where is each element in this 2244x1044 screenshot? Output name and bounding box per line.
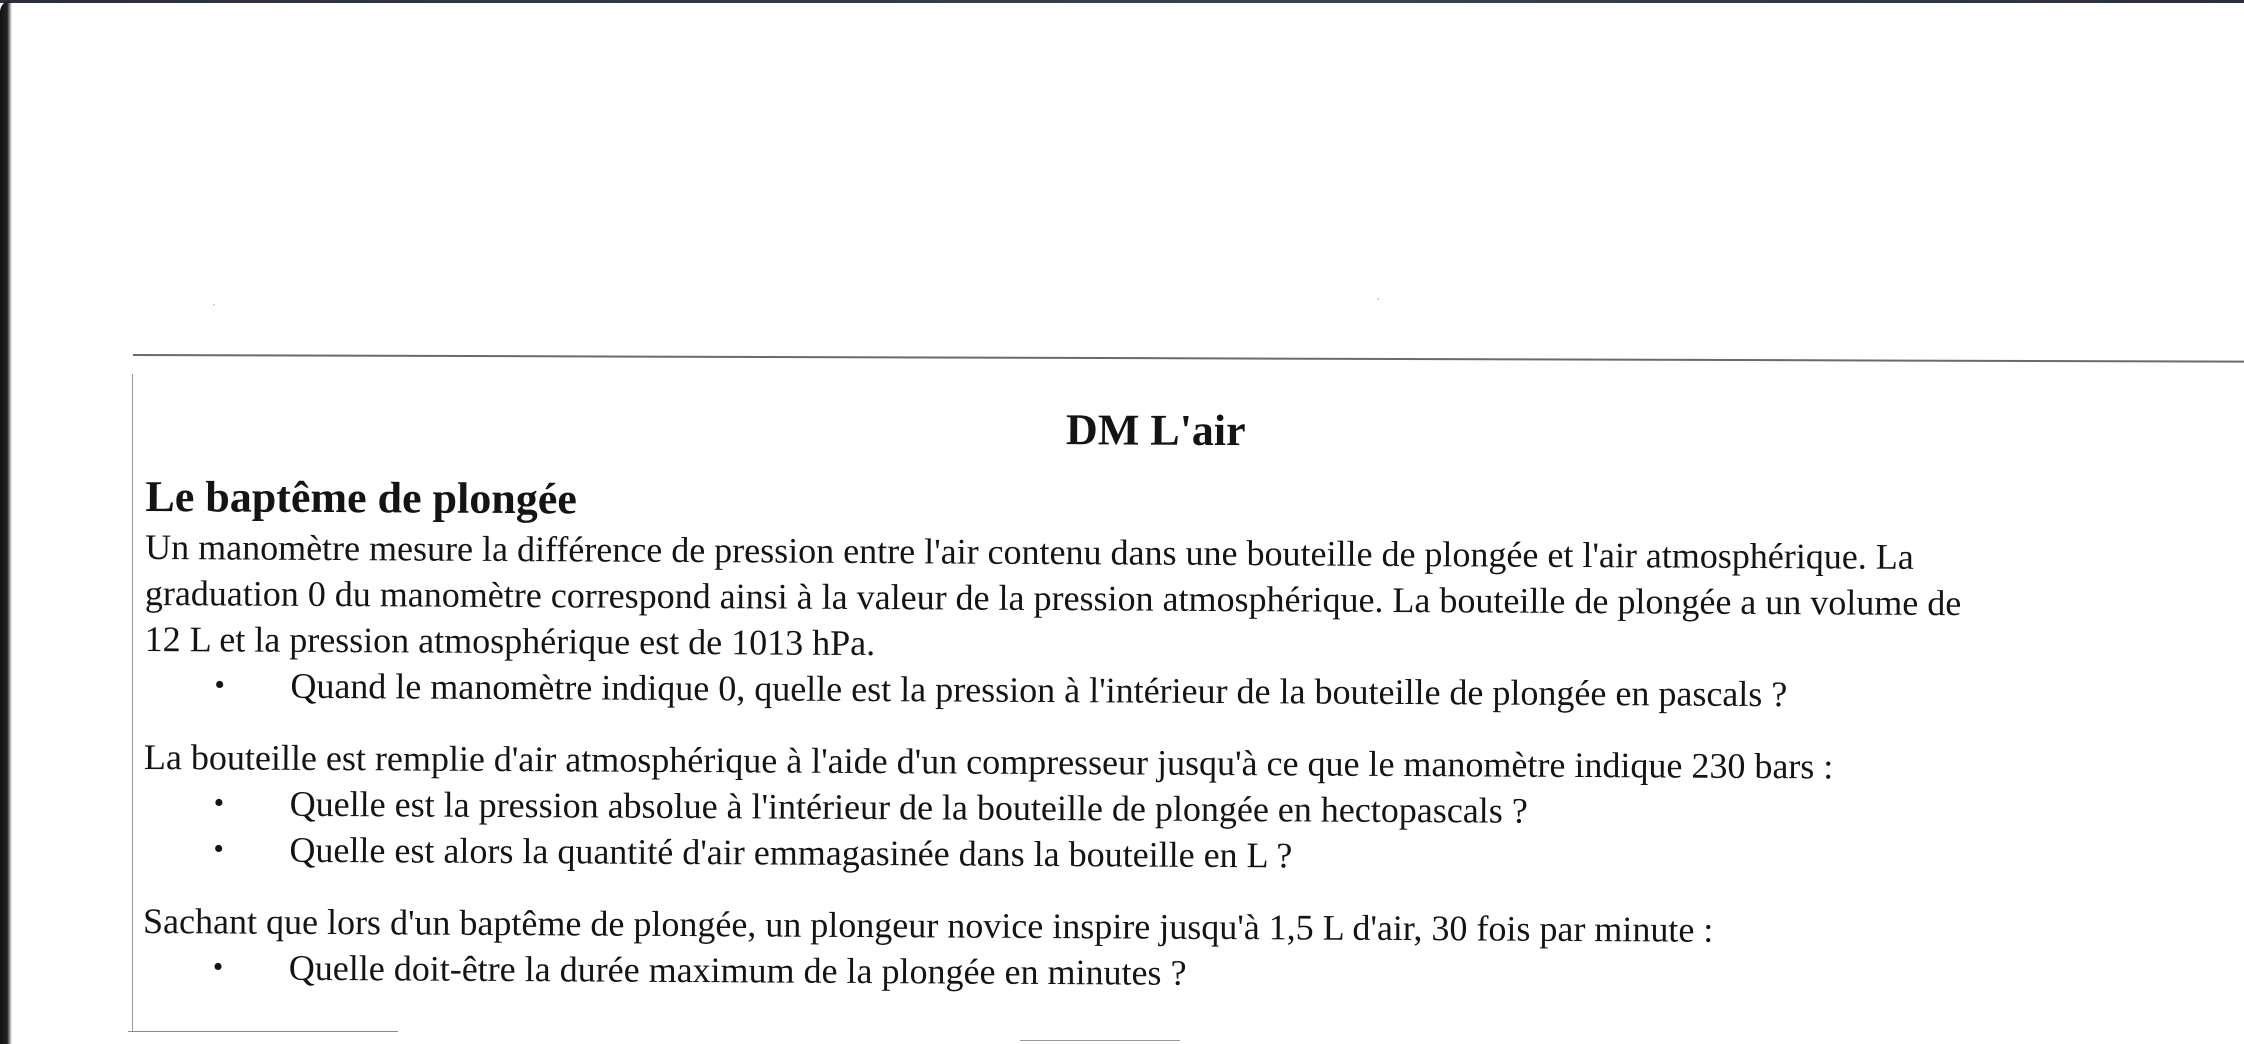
intro-line: graduation 0 du manomètre correspond ainsi à la valeur de la pression atmosphérique. La bouteille de plongée a un volume de [144, 572, 1962, 624]
question-text: Quelle doit-être la durée maximum de la plongée en minutes ? [288, 947, 1187, 993]
document-title: DM L'air [1065, 405, 1246, 456]
scan-left-edge [0, 0, 12, 1044]
bullet-icon: • [212, 950, 224, 984]
frame-bottom-border [128, 1031, 398, 1032]
section-heading: Le baptême de plongée [145, 471, 577, 524]
frame-left-border [132, 374, 133, 1032]
scan-speck [1377, 298, 1379, 300]
question-text: Quand le manomètre indique 0, quelle est la pression à l'intérieur de la bouteille de plongée en pascals ? [290, 665, 1788, 715]
question-text: Quelle est la pression absolue à l'intérieur de la bouteille de plongée en hectopascals ? [289, 783, 1528, 831]
intro-paragraph [145, 524, 2244, 674]
scan-top-edge [0, 0, 2244, 3]
paragraph-3: Sachant que lors d'un baptême de plongée, un plongeur novice inspire jusqu'à 1,5 L d'air, 30 fois par minute : [142, 900, 1714, 950]
question-text: Quelle est alors la quantité d'air emmagasinée dans la bouteille en L ? [289, 829, 1293, 876]
document-page [143, 398, 2244, 1002]
question-list-2 [143, 780, 2241, 884]
bullet-icon: • [213, 832, 225, 866]
intro-line: 12 L et la pression atmosphérique est de 1013 hPa. [144, 618, 876, 664]
frame-bottom-mark [1020, 1040, 1180, 1041]
page-top-rule [133, 354, 2244, 363]
paragraph-2: La bouteille est remplie d'air atmosphérique à l'aide d'un compresseur jusqu'à ce que le manomètre indique 230 bars : [143, 736, 1834, 787]
bullet-icon: • [213, 786, 225, 820]
bullet-icon: • [214, 668, 226, 702]
scan-speck [213, 304, 215, 306]
intro-line: Un manomètre mesure la différence de pression entre l'air contenu dans une bouteille de plongée et l'air atmosphérique. La [145, 526, 1914, 577]
